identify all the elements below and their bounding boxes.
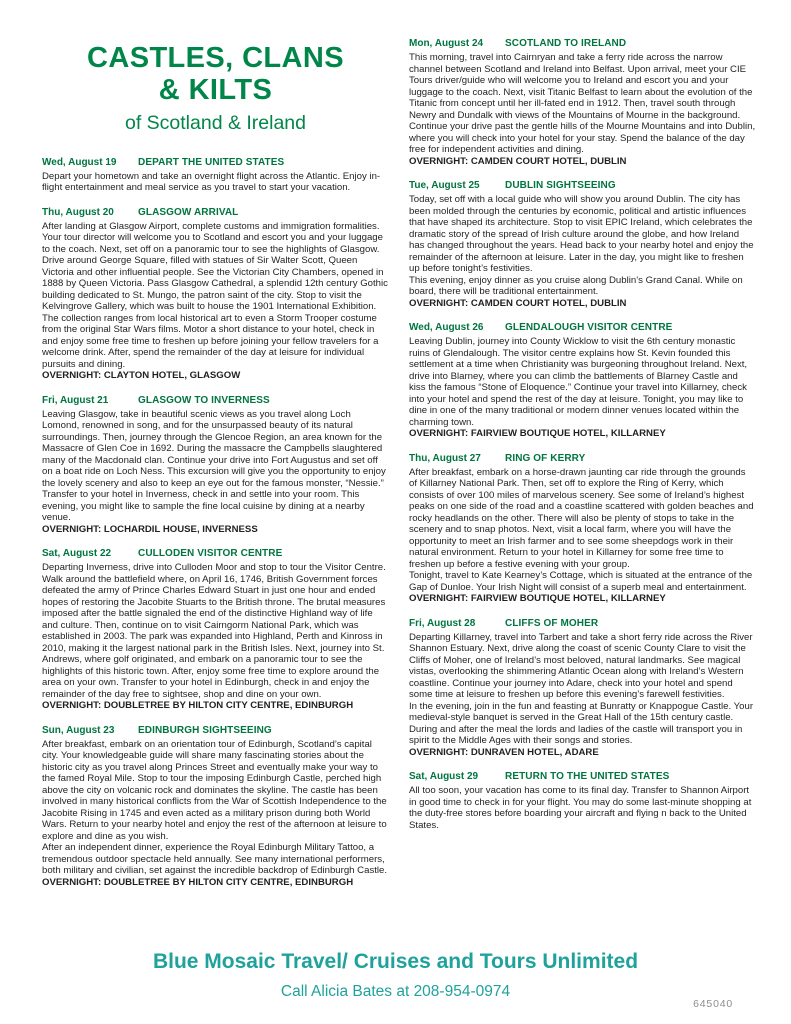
entry-paragraph: Leaving Glasgow, take in beautiful scenic views as you travel along Loch Lomond, renowned in song, and for the unsurpassed beauty of its natural surroundings. Then, journey through the Glencoe Region, an area known for the Massacre of Glen Coe in 1692. During the massacre the Campbells slaughtered many of the Macdonald clan. Continue your drive into Fort Augustus and set off on a boat ride on Loch Ness. This excursion will give you the opportunity to enjoy the lovely scenery and also to keep an eye out for the famous monster, “Nessie.” Transfer to your hotel in Inverness, check in and settle into your room. This evening, you might like to sample the fine local cuisine by dining at a nearby venue. [42, 408, 386, 524]
entry-description [42, 739, 389, 877]
entry-overnight [409, 298, 756, 310]
entry-date: Fri, August 28 [409, 617, 476, 629]
entry-heading [42, 548, 389, 559]
entry-overnight [409, 593, 756, 605]
entry-heading [409, 38, 756, 49]
agency-name: Blue Mosaic Travel/ Cruises and Tours Unlimited [152, 950, 639, 973]
entry-paragraph: This morning, travel into Cairnryan and take a ferry ride across the narrow channel between Scotland and Ireland into Belfast. Upon arrival, meet your CIE Tours driver/guide who will welcome you to Ireland and escort you and your luggage to the coach. Next, visit Titanic Belfast to learn about the evolution of the Titanic from concept until her ill-fated end in 1912. Then, travel south through Newry and Dundalk with views of the Mountains of Mourne in the background. Continue your drive past the gentle hills of the Mourne Mountains and into Dublin, where you will check into your hotel for your stay. Spend the balance of the day free for independent activities and dining. [409, 52, 756, 155]
overnight-hotel: FAIRVIEW BOUTIQUE HOTEL, KILLARNEY [470, 428, 666, 439]
entry-title: RING OF KERRY [505, 452, 586, 464]
entry-title: EDINBURGH SIGHTSEEING [138, 724, 272, 736]
itinerary-entry [42, 207, 389, 382]
entry-title: GLASGOW TO INVERNESS [138, 394, 270, 406]
print-code: 645040 [693, 998, 733, 1010]
entry-date: Wed, August 26 [409, 322, 484, 333]
overnight-label: OVERNIGHT: [409, 593, 469, 604]
overnight-label: OVERNIGHT: [409, 297, 469, 309]
contact-phone: Call Alicia Bates at 208-954-0974 [280, 983, 511, 1000]
entry-heading [42, 725, 389, 736]
entry-paragraph: Departing Inverness, drive into Culloden Moor and stop to tour the Visitor Centre. Walk around the battlefield where, on April 16, 1746, British Government forces defeated the army of Prince Charles Edward Stuart in just one hour and ended hopes of restoring the Jacobite Stuarts to the British throne. The brutal measures imposed after the battle signaled the end of the distinctive Highland way of life and culture. Then, continue on to visit Cairngorm National Park, which was established in 2003. The park was expanded into Highland, Perth and Kinross in 2010, making it the largest national park in the British Isles. Next, journey into St. Andrews, where golf originated, and embark on a panoramic tour to see the highlights of this historic town. After, enjoy some free time to explore around the area on your own. Transfer to your hotel in Edinburgh, check in and enjoy the remainder of the day free to sightsee, shop and dine on your own. [42, 562, 386, 700]
entry-title: DEPART THE UNITED STATES [138, 156, 285, 168]
entry-paragraph: Departing Killarney, travel into Tarbert and take a short ferry ride across the River Shannon Estuary. Next, drive along the coast of scenic County Clare to visit the Cliffs of Moher, one of Ireland’s most beloved, natural landmarks. See magical vistas, overlooking the shimmering Atlantic Ocean along with Ireland’s Western coastline. Continue your journey into Adare, check into your hotel and spend some time at leisure to freshen up before this evening’s farewell festivities. [409, 631, 753, 700]
entry-title: DUBLIN SIGHTSEEING [505, 180, 616, 191]
overnight-hotel: CAMDEN COURT HOTEL, DUBLIN [470, 297, 627, 309]
entry-title: CULLODEN VISITOR CENTRE [138, 548, 283, 560]
entry-paragraph: Depart your hometown and take an overnight flight across the Atlantic. Enjoy in-flight entertainment and meal service as you travel to start your vacation. [42, 170, 381, 194]
overnight-label: OVERNIGHT: [42, 370, 102, 382]
entry-date: Tue, August 25 [409, 180, 480, 191]
entry-date: Sat, August 29 [409, 771, 479, 782]
entry-date: Sun, August 23 [42, 724, 115, 736]
overnight-hotel: CAMDEN COURT HOTEL, DUBLIN [470, 155, 627, 167]
itinerary-entry [42, 157, 389, 194]
entry-paragraph: Today, set off with a local guide who will show you around Dublin. The city has been molded through the centuries by economic, political and artistic influences that have shaped its architecture. Stop to visit EPIC Ireland, which celebrates the dramatic story of the spread of Irish culture around the globe, and how Ireland has changed throughout the years. Head back to your nearby hotel and enjoy the remainder of the afternoon at leisure. Later in the day, you might like to freshen up before tonight’s festivities. [409, 194, 754, 274]
overnight-hotel: LOCHARDIL HOUSE, INVERNESS [103, 523, 258, 535]
itinerary-entry [409, 38, 756, 167]
entry-paragraph: This evening, enjoy dinner as you cruise along Dublin’s Grand Canal. While on board, there will be traditional entertainment. [409, 274, 743, 297]
entry-paragraph: All too soon, your vacation has come to its final day. Transfer to Shannon Airport in good time to check in for your flight. You may do some last-minute shopping at the duty-free stores before boarding your aircraft and flying n back to the United States. [409, 785, 752, 831]
entry-heading [42, 207, 389, 218]
entry-paragraph: Tonight, travel to Kate Kearney’s Cottage, which is situated at the entrance of the Gap of Dunloe. Your Irish Night will consist of a superb meal and entertainment. [409, 570, 753, 593]
entry-overnight [42, 700, 389, 712]
document-title [42, 42, 389, 107]
entry-heading [409, 453, 756, 464]
entry-heading [409, 618, 756, 629]
entry-title: GLASGOW ARRIVAL [138, 206, 239, 218]
overnight-label: OVERNIGHT: [409, 746, 469, 758]
right-column [409, 38, 756, 901]
overnight-hotel: CLAYTON HOTEL, GLASGOW [103, 370, 241, 382]
entry-date: Wed, August 19 [42, 156, 117, 168]
document-title-block [42, 38, 389, 135]
entry-paragraph: In the evening, join in the fun and feasting at Bunratty or Knappogue Castle. Your medieval-style banquet is served in the Great Hall of the 15th century castle. During and after the meal the lords and ladies of the castle will transport you in spirit to the Middle Ages with their songs and stories. [409, 700, 754, 746]
entry-description [409, 52, 756, 156]
overnight-hotel: DOUBLETREE BY HILTON CITY CENTRE, EDINBURGH [103, 700, 354, 712]
entry-description [42, 409, 389, 524]
overnight-hotel: DUNRAVEN HOTEL, ADARE [470, 746, 599, 758]
itinerary-entry [409, 618, 756, 759]
entry-paragraph: After breakfast, embark on an orientation tour of Edinburgh, Scotland’s capital city. Your knowledgeable guide will share many fascinating stories about the historic city as you travel along Princes Street and eventually make your way to the famed Royal Mile. Stop to tour the imposing Edinburgh Castle, perched high above the city on volcanic rock and dominates the skyline. The castle has been involved in many historical conflicts from the War of Scottish Independence to the Jacobite Rising in 1745 and even acted as a military prison during both World Wars. Return to your nearby hotel and enjoy the rest of the afternoon at leisure to explore and dine as you wish. [42, 738, 387, 842]
document-subtitle: of Scotland & Ireland [124, 111, 307, 134]
entry-date: Thu, August 27 [409, 452, 481, 464]
itinerary-entry [409, 453, 756, 605]
entry-paragraph: After landing at Glasgow Airport, complete customs and immigration formalities. Your tour director will welcome you to Scotland and escort you and your luggage to the coach. Next, set off on a panoramic tour to see the highlights of Glasgow. Drive around George Square, filled with statues of Sir Walter Scott, Queen Victoria and other influential people. See the Victorian City Chambers, opened in 1888 by Queen Victoria. Pass Glasgow Cathedral, a splendid 12th century Gothic building dedicated to St. Mungo, the patron saint of the city. Stop to visit the Kelvingrove Gallery, which was built to house the 1901 International Exhibition. The collection ranges from local historical art to even a Storm Trooper costume from the original Star Wars films. Motor a short distance to your hotel, check in and enjoy some free time to freshen up before joining your fellow travelers for a welcome drink. After, spend the remainder of the day at leisure for individual pursuits and dining. [42, 220, 388, 370]
entry-title: SCOTLAND TO IRELAND [505, 38, 627, 49]
entry-paragraph: After an independent dinner, experience the Royal Edinburgh Military Tattoo, a tremendous outdoor spectacle held annually. See many international performers, both military and civilian, set against the incredible backdrop of Edinburgh Castle. [42, 842, 388, 877]
entry-description [42, 171, 389, 194]
entry-description [409, 632, 756, 747]
entry-overnight [409, 747, 756, 759]
entry-heading [42, 395, 389, 406]
entry-description [42, 562, 389, 700]
entry-heading [409, 180, 756, 191]
entry-description [42, 221, 389, 371]
itinerary-entry [409, 180, 756, 309]
entry-heading [409, 322, 756, 333]
itinerary-entry [42, 725, 389, 889]
itinerary-entry [42, 395, 389, 536]
entry-title: CLIFFS OF MOHER [505, 617, 599, 629]
entry-paragraph: After breakfast, embark on a horse-drawn jaunting car ride through the grounds of Killarney National Park. Then, set off to explore the Ring of Kerry, which consists of over 100 miles of marvelous scenery. See some of Ireland’s highest peaks on one side of the road and a coastline scattered with golden beaches and rocky headlands on the other. There will also be plenty of stops to take in the scenery and to snap photos. Next, visit a local farm, where you will have the opportunity to meet an Irish farmer and to see some sheepdogs work in their natural environment. Return to your hotel in Killarney for some free time to freshen up before a festive evening with your group. [409, 466, 754, 570]
document-title-line2: & KILTS [158, 74, 273, 107]
itinerary-entry [409, 771, 756, 831]
entry-description [409, 336, 756, 428]
overnight-hotel: FAIRVIEW BOUTIQUE HOTEL, KILLARNEY [470, 593, 666, 604]
entry-overnight [42, 370, 389, 382]
entry-date: Thu, August 20 [42, 206, 114, 218]
entry-description [409, 785, 756, 831]
entry-description [409, 194, 756, 298]
itinerary-entry [42, 548, 389, 712]
entry-overnight [42, 524, 389, 536]
overnight-label: OVERNIGHT: [42, 876, 102, 888]
entry-date: Fri, August 21 [42, 394, 109, 406]
overnight-label: OVERNIGHT: [409, 155, 469, 167]
entry-overnight [42, 877, 389, 889]
entry-title: GLENDALOUGH VISITOR CENTRE [505, 322, 673, 333]
entry-date: Mon, August 24 [409, 38, 484, 49]
entry-overnight [409, 428, 756, 440]
entry-description [409, 467, 756, 594]
overnight-label: OVERNIGHT: [42, 700, 102, 712]
overnight-hotel: DOUBLETREE BY HILTON CITY CENTRE, EDINBURGH [103, 876, 354, 888]
entry-overnight [409, 156, 756, 168]
itinerary-entry [409, 322, 756, 440]
entry-date: Sat, August 22 [42, 548, 112, 560]
footer [0, 950, 791, 1001]
overnight-label: OVERNIGHT: [42, 523, 102, 535]
entry-title: RETURN TO THE UNITED STATES [505, 771, 670, 782]
document-title-line1: CASTLES, CLANS [87, 42, 344, 74]
left-column [42, 38, 389, 901]
overnight-label: OVERNIGHT: [409, 428, 469, 439]
entry-heading [42, 157, 389, 168]
entry-heading [409, 771, 756, 782]
entry-paragraph: Leaving Dublin, journey into County Wicklow to visit the 6th century monastic ruins of Glendalough. The visitor centre explains how St. Kevin founded this settlement at a time when Christianity was burgeoning throughout Ireland. Next, drive into Blarney, where you can climb the battlements of Blarney Castle and kiss the famous “Stone of Eloquence.” Continue your travel into Killarney, check into your hotel and spend the rest of the day at leisure. Tonight, you may like to dine in one of the many traditional or modern dinner venues located within the charming town. [409, 336, 748, 428]
